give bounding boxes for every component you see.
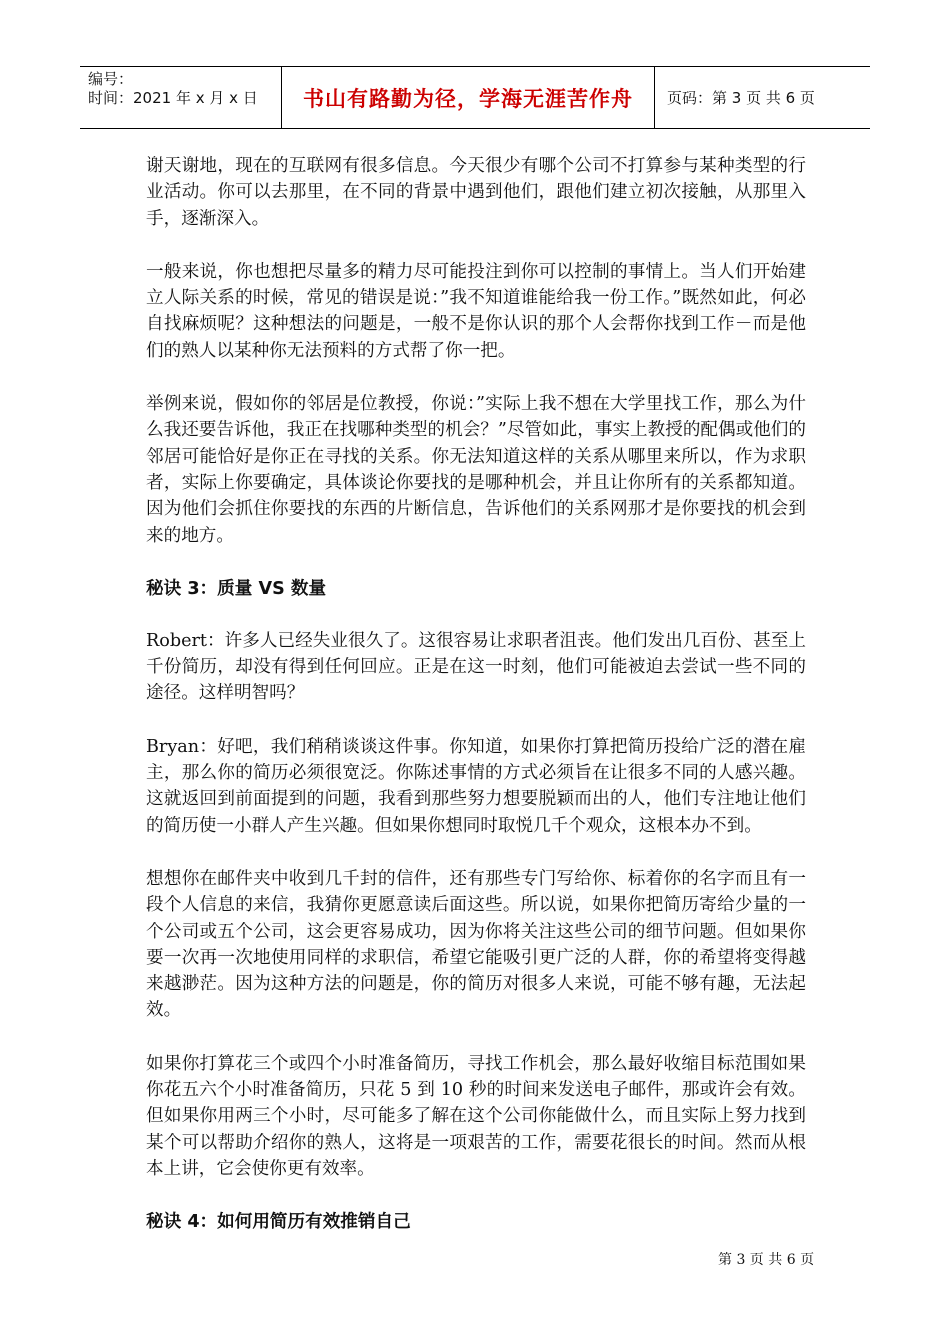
document-number-label: 编号：	[88, 70, 134, 88]
paragraph: 一般来说，你也想把尽量多的精力尽可能投注到你可以控制的事情上。当人们开始建立人际关系的时候，常见的错误是说：”我不知道谁能给我一份工作。”既然如此，何必自找麻烦呢？这种想法的问题是，一般不是你认识的那个人会帮你找到工作－而是他们的熟人以某种你无法预料的方式帮了你一把。	[146, 261, 806, 361]
header-page-info: 页码：第 3 页 共 6 页	[667, 89, 815, 107]
paragraph: 想想你在邮件夹中收到几千封的信件，还有那些专门写给你、标着你的名字而且有一段个人信息的来信，我猜你更愿意读后面这些。所以说，如果你把简历寄给少量的一个公司或五个公司，这会更容易成功，因为你将关注这些公司的细节问题。但如果你要一次再一次地使用同样的求职信，希望它能吸引更广泛的人群，你的希望将变得越来越渺茫。因为这种方法的问题是，你的简历对很多人来说，可能不够有趣，无法起效。	[146, 868, 806, 1021]
header-meta	[80, 67, 282, 128]
paragraph: Robert：许多人已经失业很久了。这很容易让求职者沮丧。他们发出几百份、甚至上千份简历，却没有得到任何回应。正是在这一时刻，他们可能被迫去尝试一些不同的途径。这样明智吗？	[146, 630, 806, 704]
page-footer: 第 3 页 共 6 页	[718, 1252, 815, 1268]
document-date: 时间：2021 年 x 月 x 日	[88, 89, 258, 107]
header-motto-cell	[282, 67, 655, 128]
page-header	[80, 66, 870, 129]
section-heading: 秘诀 4：如何用简历有效推销自己	[146, 1212, 411, 1233]
paragraph: Bryan：好吧，我们稍稍谈谈这件事。你知道，如果你打算把简历投给广泛的潜在雇主，那么你的简历必须很宽泛。你陈述事情的方式必须旨在让很多不同的人感兴趣。这就返回到前面提到的问题，我看到那些努力想要脱颖而出的人，他们专注地让他们的简历使一小群人产生兴趣。但如果你想同时取悦几千个观众，这根本办不到。	[146, 736, 806, 836]
header-motto: 书山有路勤为径，学海无涯苦作舟	[303, 86, 633, 111]
document-body	[146, 153, 806, 1261]
section-heading: 秘诀 3：质量 VS 数量	[146, 578, 327, 599]
paragraph: 谢天谢地，现在的互联网有很多信息。今天很少有哪个公司不打算参与某种类型的行业活动。你可以去那里，在不同的背景中遇到他们，跟他们建立初次接触，从那里入手，逐渐深入。	[146, 156, 806, 229]
paragraph: 如果你打算花三个或四个小时准备简历，寻找工作机会，那么最好收缩目标范围如果你花五六个小时准备简历，只花 5 到 10 秒的时间来发送电子邮件，那或许会有效。但如果你用两三个小时，尽可能多了解在这个公司你能做什么，而且实际上努力找到某个可以帮助介绍你的熟人，这将是一项艰苦的工作，需要花很长的时间。然而从根本上讲，它会使你更有效率。	[146, 1053, 806, 1179]
paragraph: 举例来说，假如你的邻居是位教授，你说：”实际上我不想在大学里找工作，那么为什么我还要告诉他，我正在找哪种类型的机会？”尽管如此，事实上教授的配偶或他们的邻居可能恰好是你正在寻找的关系。你无法知道这样的关系从哪里来所以，作为求职者，实际上你要确定，具体谈论你要找的是哪种机会，并且让你所有的关系都知道。因为他们会抓住你要找的东西的片断信息，告诉他们的关系网那才是你要找的机会到来的地方。	[146, 394, 806, 546]
